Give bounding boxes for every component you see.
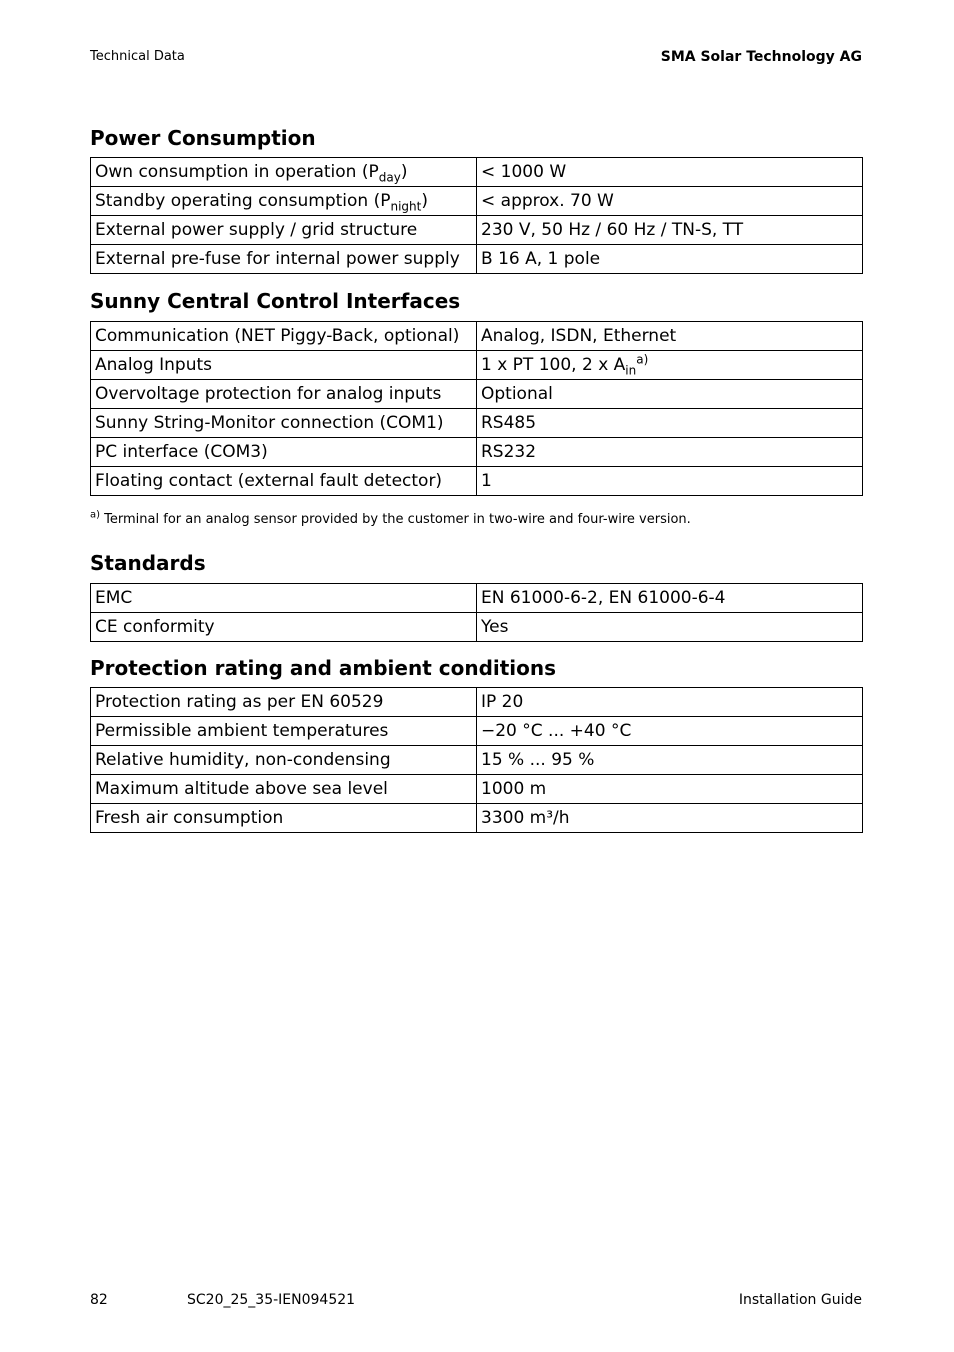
table-row [91,584,863,613]
table-row [91,467,863,496]
row-label: Fresh air consumption [91,804,477,833]
document-type: Installation Guide [738,1292,862,1308]
row-value: RS485 [477,409,863,438]
header-section-title: Technical Data [90,49,185,64]
document-code: SC20_25_35-IEN094521 [187,1292,356,1308]
row-label: PC interface (COM3) [91,438,477,467]
power-consumption-heading: Power Consumption [90,126,316,150]
table-row [91,804,863,833]
footnote-marker: a) [90,509,101,521]
row-label: Relative humidity, non-condensing [91,746,477,775]
table-row [91,409,863,438]
row-value: Analog, ISDN, Ethernet [477,322,863,351]
row-label: Permissible ambient temperatures [91,717,477,746]
protection-table [90,687,863,833]
row-value: B 16 A, 1 pole [477,245,863,274]
row-value: < 1000 W [477,158,863,187]
row-value: < approx. 70 W [477,187,863,216]
row-value: Optional [477,380,863,409]
table-row [91,245,863,274]
table-row [91,746,863,775]
table-row [91,322,863,351]
header-company-name: SMA Solar Technology AG [660,49,862,65]
table-row [91,717,863,746]
control-interfaces-heading: Sunny Central Control Interfaces [90,289,461,313]
table-row [91,187,863,216]
row-label: Standby operating consumption $(P_{night})$ [91,187,477,216]
table-row [91,775,863,804]
row-label: EMC [91,584,477,613]
row-value: −20 °C ... +40 °C [477,717,863,746]
row-value: 1 [477,467,863,496]
standards-heading: Standards [90,551,206,575]
footnote-text: Terminal for an analog sensor provided by the customer in two-wire and four-wire version. [104,512,691,527]
row-label: Maximum altitude above sea level [91,775,477,804]
table-row [91,613,863,642]
row-value: IP 20 [477,688,863,717]
row-label: Communication (NET Piggy-Back, optional) [91,322,477,351]
table-row [91,688,863,717]
row-label: External pre-fuse for internal power supply [91,245,477,274]
page-number: 82 [90,1292,108,1308]
row-label: External power supply / grid structure [91,216,477,245]
row-label: Own consumption in operation $(P_{day})$ [91,158,477,187]
power-consumption-table [90,157,863,274]
row-value: 1 x PT 100, 2 x $A_{in}^{a)}$ [477,351,863,380]
row-value: EN 61000-6-2, EN 61000-6-4 [477,584,863,613]
table-row [91,380,863,409]
row-value: 230 V, 50 Hz / 60 Hz / TN-S, TT [477,216,863,245]
table-row [91,216,863,245]
row-label: CE conformity [91,613,477,642]
protection-heading: Protection rating and ambient conditions [90,656,557,680]
table-row [91,351,863,380]
row-value: RS232 [477,438,863,467]
row-value: 3300 m³/h [477,804,863,833]
row-label: Floating contact (external fault detector) [91,467,477,496]
control-interfaces-table [90,321,863,496]
row-label: Sunny String-Monitor connection (COM1) [91,409,477,438]
footnote [90,509,691,527]
row-label: Protection rating as per EN 60529 [91,688,477,717]
table-row [91,158,863,187]
row-value: 1000 m [477,775,863,804]
row-value: Yes [477,613,863,642]
row-label: Analog Inputs [91,351,477,380]
standards-table [90,583,863,642]
row-value: 15 % ... 95 % [477,746,863,775]
row-label: Overvoltage protection for analog inputs [91,380,477,409]
table-row [91,438,863,467]
